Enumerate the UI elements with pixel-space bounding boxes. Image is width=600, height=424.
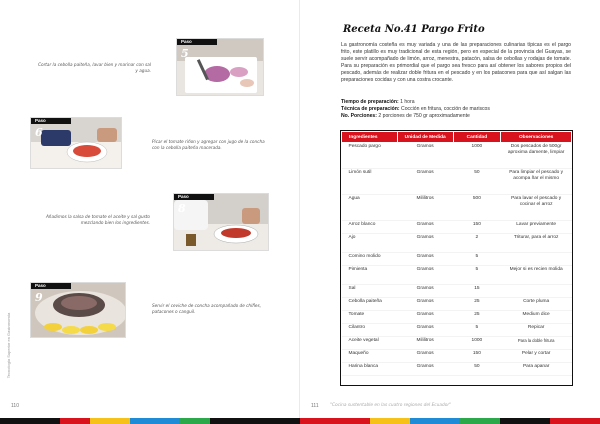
photo-served-dish (31, 283, 126, 338)
cell-ingredient: Agua (342, 195, 398, 221)
side-caption (0, 290, 18, 400)
step-tag: Paso (174, 194, 214, 200)
cell-ingredient: Comino molido (342, 253, 398, 266)
table-row (342, 298, 572, 311)
cell-ingredient: Ajo (342, 234, 398, 253)
cell-unit: Gramos (397, 143, 453, 169)
cell-unit: Gramos (397, 169, 453, 195)
cell-ingredient: Maqueño (342, 350, 398, 363)
cell-observation: Para limpiar el pescado y acompa ñar el mismo (501, 169, 572, 195)
cell-quantity: 1000 (453, 337, 501, 350)
table-row (342, 169, 572, 195)
cell-observation: Dos pescados de 500gr aproxima damente, limpiar (501, 143, 572, 169)
cell-unit: Gramos (397, 311, 453, 324)
cell-quantity: 1000 (453, 143, 501, 169)
prep-time-value: 1 hora (400, 99, 415, 105)
step-photo-3 (173, 193, 269, 251)
recipe-title: Receta No.41 Pargo Frito (343, 24, 485, 35)
step-text-2: Picar el tomate riñon y agregar con jugo de la concha con la cebolla paiteña macerada. (152, 139, 265, 150)
cell-ingredient: Pimienta (342, 266, 398, 285)
cell-unit: Gramos (397, 350, 453, 363)
header-ingredients: Ingredientes (342, 132, 398, 143)
cell-unit: Gramos (397, 363, 453, 376)
side-caption-text: Tecnología Superior en Gastronomía (6, 312, 12, 378)
color-bar-segment (500, 418, 550, 424)
cell-ingredient: Limón sutil (342, 169, 398, 195)
page-number-right: 111 (311, 403, 319, 409)
portions-label: No. Porciones: (341, 113, 377, 119)
step-text-3: Añadimos la salsa de tomate el aceite y sal gusto mezclando bien los ingredientes. (45, 214, 150, 225)
cell-quantity: 25 (453, 311, 501, 324)
step-text-1: Cortar la cebolla paiteña, lavar bien y marinar con sal y agua. (38, 62, 151, 73)
cell-observation: Pelar y cortar (501, 350, 572, 363)
step-number: 8 (178, 202, 186, 215)
cell-quantity: 50 (453, 363, 501, 376)
cell-ingredient: Harina blanca (342, 363, 398, 376)
cell-unit: Gramos (397, 253, 453, 266)
color-bar-segment (460, 418, 500, 424)
step-number: 9 (35, 291, 43, 304)
header-quantity: Cantidad (453, 132, 501, 143)
cell-observation: Corte pluma (501, 298, 572, 311)
step-number: 6 (35, 126, 43, 139)
cell-unit: Gramos (397, 298, 453, 311)
color-bar-segment (60, 418, 90, 424)
footer-note: "Cocina sustentable en las cuatro regiones del Ecuador" (330, 403, 452, 408)
color-bar-segment (130, 418, 180, 424)
cell-unit: Mililitros (397, 337, 453, 350)
color-bar-segment (300, 418, 370, 424)
ingredients-table (341, 131, 572, 376)
step-photo-1 (176, 38, 264, 96)
header-unit: Unidad de Medida (397, 132, 453, 143)
step-number: 5 (181, 47, 189, 60)
table-row (342, 234, 572, 253)
footer-color-bar (0, 418, 600, 424)
cell-ingredient: Cilantro (342, 324, 398, 337)
table-row (342, 266, 572, 285)
cell-ingredient: Arroz blanco (342, 221, 398, 234)
cell-observation: Triturar, para el arroz (501, 234, 572, 253)
prep-time-label: Tiempo de preparación: (341, 99, 399, 105)
photo-tomato-mix (31, 118, 122, 169)
table-header-row (342, 132, 572, 143)
prep-technique (341, 106, 571, 113)
table-row (342, 285, 572, 298)
cell-quantity: 150 (453, 350, 501, 363)
table-row (342, 253, 572, 266)
cell-quantity: 5 (453, 324, 501, 337)
table-row (342, 221, 572, 234)
step-text-4: Servir el ceviche de concha acompañado de chifles, patacones o canguil. (152, 303, 262, 314)
page-number-left: 110 (11, 403, 19, 409)
step-photo-2 (30, 117, 122, 169)
portions (341, 113, 571, 120)
table-row (342, 143, 572, 169)
table-row (342, 363, 572, 376)
cell-observation (501, 253, 572, 266)
portions-value: 2 porciones de 750 gr aproximadamente (378, 113, 470, 119)
cell-ingredient: Tomate (342, 311, 398, 324)
cell-quantity: 5 (453, 253, 501, 266)
cell-ingredient: Cebolla paiteña (342, 298, 398, 311)
cell-observation: Medium dice (501, 311, 572, 324)
cell-observation: Mejor si es recien molida (501, 266, 572, 285)
cell-quantity: 5 (453, 266, 501, 285)
color-bar-segment (210, 418, 300, 424)
cell-unit: Gramos (397, 266, 453, 285)
cell-quantity: 50 (453, 169, 501, 195)
table-row (342, 350, 572, 363)
cell-quantity: 15 (453, 285, 501, 298)
cell-unit: Gramos (397, 234, 453, 253)
cell-quantity: 2 (453, 234, 501, 253)
step-tag: Paso (31, 283, 71, 289)
cell-ingredient: Pescado pargo (342, 143, 398, 169)
color-bar-segment (0, 418, 60, 424)
cell-observation (501, 285, 572, 298)
table-row (342, 195, 572, 221)
prep-technique-value: Cocción en fritura, cocción de mariscos (401, 106, 490, 112)
cell-observation: Para lavar el pescado y cocinar el arroz (501, 195, 572, 221)
step-tag: Paso (31, 118, 71, 124)
cell-observation: Para la doble fritura (501, 337, 572, 350)
cell-observation: Repicar (501, 324, 572, 337)
color-bar-segment (410, 418, 460, 424)
cell-ingredient: Sal (342, 285, 398, 298)
cell-unit: Gramos (397, 324, 453, 337)
color-bar-segment (550, 418, 600, 424)
color-bar-segment (180, 418, 210, 424)
cell-unit: Gramos (397, 285, 453, 298)
step-photo-4 (30, 282, 126, 338)
table-body (342, 143, 572, 376)
header-observations: Observaciones (501, 132, 572, 143)
cell-unit: Gramos (397, 221, 453, 234)
color-bar-segment (370, 418, 410, 424)
prep-time (341, 99, 571, 106)
cell-unit: Mililitros (397, 195, 453, 221)
photo-cutting-onion (177, 39, 264, 96)
table-row (342, 337, 572, 350)
cell-observation: Lavar previamente (501, 221, 572, 234)
recipe-intro: La gastronomía costeña es muy variada y una de las preparaciones culinarias típicas es el pargo frito, este platillo es muy tradicional de esta región, pero en especial de la provincia del Guayas, se suele servir acompañado de limón, arroz, menestra, patacón, salsa de cebollas y rodajas de tomate. Para su preparación es primordial que el pargo sea fresco para así obtener los sabores propios del pescado, además de realizar doble fritura en el pescado y en los patacones para que así salgan las preparaciones cocidas y con una costra crocante. (341, 42, 571, 83)
cell-quantity: 500 (453, 195, 501, 221)
step-tag: Paso (177, 39, 217, 45)
cell-quantity: 25 (453, 298, 501, 311)
prep-technique-label: Técnica de preparación: (341, 106, 400, 112)
table-row (342, 311, 572, 324)
cell-observation: Para apanar (501, 363, 572, 376)
table-row (342, 324, 572, 337)
cell-quantity: 150 (453, 221, 501, 234)
photo-mixing-sauce (174, 194, 269, 251)
cell-ingredient: Aceite vegetal (342, 337, 398, 350)
color-bar-segment (90, 418, 130, 424)
